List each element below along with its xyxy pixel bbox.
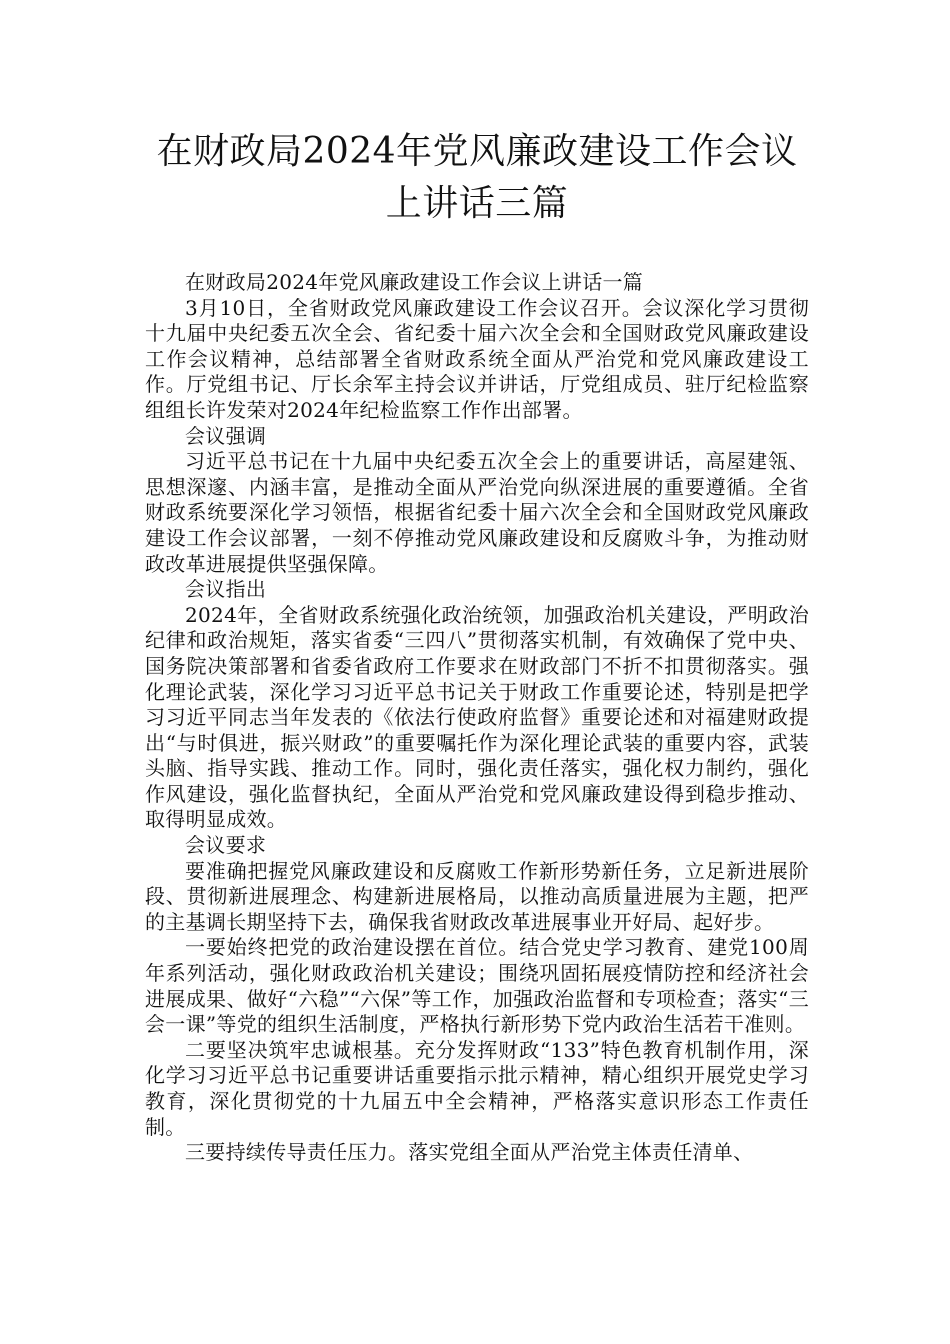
document-page	[145, 126, 809, 1166]
subtitle-paragraph: 在财政局2024年党风廉政建设工作会议上讲话一篇	[185, 270, 644, 294]
body-paragraph: 2024年，全省财政系统强化政治统领，加强政治机关建设，严明政治纪律和政治规矩，落实省委“三四八”贯彻落实机制，有效确保了党中央、国务院决策部署和省委省政府工作要求在财政部门不折不扣贯彻落实。强化理论武装，深化学习习近平总书记关于财政工作重要论述，特别是把学习习近平同志当年发表的《依法行使政府监督》重要论述和对福建财政提出“与时俱进，振兴财政”的重要嘱托作为深化理论武装的重要内容，武装头脑、指导实践、推动工作。同时，强化责任落实，强化权力制约，强化作风建设，强化监督执纪，全面从严治党和党风廉政建设得到稳步推动、取得明显成效。	[145, 602, 809, 832]
section-heading: 会议强调	[185, 423, 267, 448]
body-paragraph: 要准确把握党风廉政建设和反腐败工作新形势新任务，立足新进展阶段、贯彻新进展理念、构建新进展格局，以推动高质量进展为主题，把严的主基调长期坚持下去，确保我省财政改革进展事业开好局、起好步。	[145, 858, 809, 934]
body-paragraph: 一要始终把党的政治建设摆在首位。结合党史学习教育、建党100周年系列活动，强化财政政治机关建设；围绕巩固拓展疫情防控和经济社会进展成果、做好“六稳”“六保”等工作，加强政治监督和专项检查；落实“三会一课”等党的组织生活制度，严格执行新形势下党内政治生活若干准则。	[145, 935, 809, 1037]
section-heading: 会议指出	[185, 577, 267, 602]
body-paragraph: 三要持续传导责任压力。落实党组全面从严治党主体责任清单、	[185, 1140, 754, 1165]
document-title: 在财政局2024年党风廉政建设工作会议上讲话三篇	[156, 131, 798, 224]
body-paragraph: 3月10日，全省财政党风廉政建设工作会议召开。会议深化学习贯彻十九届中央纪委五次全会、省纪委十届六次全会和全国财政党风廉政建设工作会议精神，总结部署全省财政系统全面从严治党和党风廉政建设工作。厅党组书记、厅长余军主持会议并讲话，厅党组成员、驻厅纪检监察组组长许发荣对2024年纪检监察工作作出部署。	[145, 295, 809, 422]
body-paragraph: 习近平总书记在十九届中央纪委五次全会上的重要讲话，高屋建瓴、思想深邃、内涵丰富，是推动全面从严治党向纵深进展的重要遵循。全省财政系统要深化学习领悟，根据省纪委十届六次全会和全国财政党风廉政建设工作会议部署，一刻不停推动党风廉政建设和反腐败斗争，为推动财政改革进展提供坚强保障。	[145, 449, 809, 576]
section-heading: 会议要求	[185, 833, 267, 858]
document-body	[145, 270, 809, 1166]
body-paragraph: 二要坚决筑牢忠诚根基。充分发挥财政“133”特色教育机制作用，深化学习习近平总书记重要讲话重要指示批示精神，精心组织开展党史学习教育，深化贯彻党的十九届五中全会精神，严格落实意识形态工作责任制。	[145, 1037, 809, 1139]
